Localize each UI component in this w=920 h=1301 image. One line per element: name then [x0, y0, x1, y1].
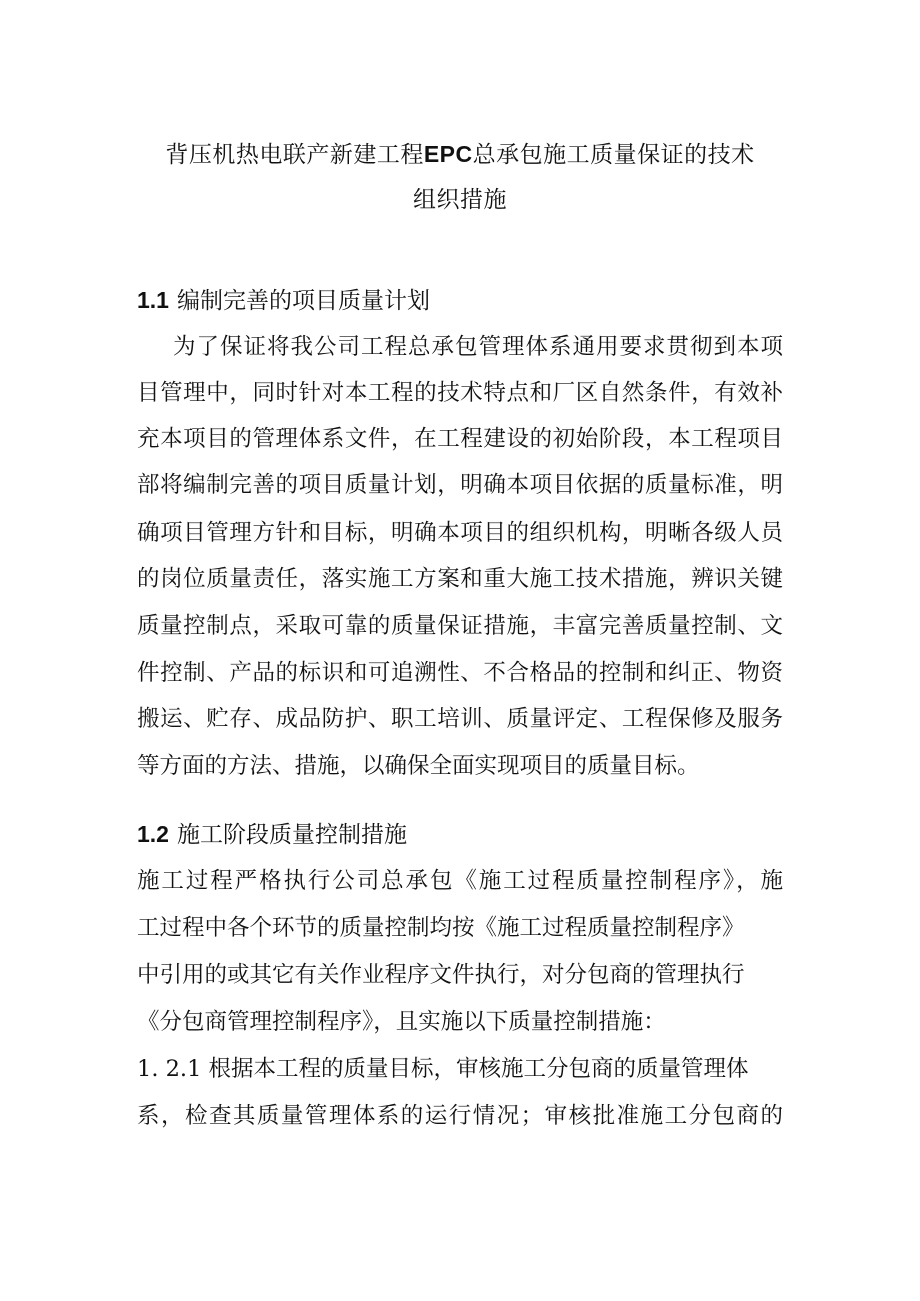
document-title-line-2: 组织措施 — [413, 187, 507, 213]
section-number: 1.2 — [137, 821, 169, 847]
paragraph-line: 等方面的方法、措施，以确保全面实现项目的质量目标。 — [137, 753, 700, 779]
section-number: 1.1 — [137, 287, 169, 313]
section-heading-1-1 — [137, 285, 430, 316]
title-text-latin: EPC — [423, 141, 473, 167]
title-text-suffix: 总承包施工质量保证的技术 — [472, 142, 755, 168]
title-text-prefix: 背压机热电联产新建工程 — [165, 142, 424, 168]
paragraph-line: 搬运、贮存、成品防护、职工培训、质量评定、工程保修及服务 — [137, 706, 783, 732]
paragraph-line: 部将编制完善的项目质量计划，明确本项目依据的质量标准，明 — [137, 472, 783, 498]
paragraph-line: 充本项目的管理体系文件，在工程建设的初始阶段，本工程项目 — [137, 426, 783, 452]
paragraph-line: 为了保证将我公司工程总承包管理体系通用要求贯彻到本项 — [173, 334, 783, 360]
paragraph-line: 施工过程严格执行公司总承包《施工过程质量控制程序》，施 — [137, 868, 783, 894]
paragraph-line: 系，检查其质量管理体系的运行情况；审核批准施工分包商的 — [137, 1103, 783, 1129]
section-title: 编制完善的项目质量计划 — [176, 288, 430, 314]
section-heading-1-2 — [137, 819, 407, 850]
paragraph-line: 的岗位质量责任，落实施工方案和重大施工技术措施，辨识关键 — [137, 566, 783, 592]
paragraph-line: 《分包商管理控制程序》，且实施以下质量控制措施： — [137, 1009, 666, 1035]
section-title: 施工阶段质量控制措施 — [176, 822, 407, 848]
document-title-line-1 — [120, 139, 800, 170]
paragraph-line: 工过程中各个环节的质量控制均按《施工过程质量控制程序》 — [137, 915, 745, 941]
paragraph-line: 目管理中，同时针对本工程的技术特点和厂区自然条件，有效补 — [137, 380, 783, 406]
paragraph-line: 确项目管理方针和目标，明确本项目的组织机构，明晰各级人员 — [137, 520, 783, 546]
paragraph-line: 中引用的或其它有关作业程序文件执行，对分包商的管理执行 — [137, 962, 745, 988]
paragraph-line: 1. 2.1 根据本工程的质量目标，审核施工分包商的质量管理体 — [137, 1056, 749, 1082]
paragraph-line: 质量控制点，采取可靠的质量保证措施，丰富完善质量控制、文 — [137, 613, 783, 639]
paragraph-line: 件控制、产品的标识和可追溯性、不合格品的控制和纠正、物资 — [137, 660, 783, 686]
